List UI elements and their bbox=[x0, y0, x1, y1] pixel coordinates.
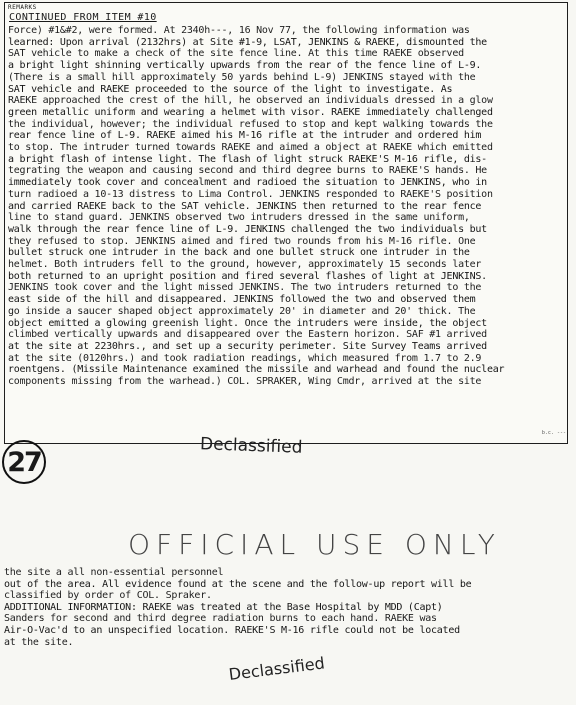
declassified-stamp-top: Declassified bbox=[199, 434, 303, 458]
text-line: learned: Upon arrival (2132hrs) at Site #1-9, LSAT, JENKINS & RAEKE, dismounted the bbox=[8, 36, 487, 48]
text-line: components missing from the warhead.) COL. SPRAKER, Wing Cmdr, arrived at the site bbox=[8, 376, 482, 388]
text-line: line to stand guard. JENKINS observed two intruders dressed in the same uniform, bbox=[8, 212, 470, 224]
text-line: classified by order of COL. Spraker. bbox=[4, 590, 212, 602]
text-line: SAT vehicle and RAEKE proceeded to the source of the light to investigate. As bbox=[8, 83, 453, 95]
report-body bbox=[8, 25, 565, 388]
text-line: out of the area. All evidence found at the scene and the follow-up report will be bbox=[4, 578, 472, 590]
text-line: green metallic uniform and wearing a helmet with visor. RAEKE immediately challenged bbox=[8, 106, 493, 118]
text-line: Sanders for second and third degree radiation burns to each hand. RAEKE was bbox=[4, 613, 437, 625]
text-line: east side of the hill and disappeared. JENKINS followed the two and observed them bbox=[8, 294, 476, 306]
declassified-stamp-bottom: Declassified bbox=[227, 653, 326, 684]
text-line: the individual, however; the individual refused to stop and kept walking towards the bbox=[8, 118, 493, 130]
page-number-circle: 27 bbox=[2, 440, 46, 484]
text-line: ADDITIONAL INFORMATION: RAEKE was treated at the Base Hospital by MDD (Capt) bbox=[4, 601, 443, 613]
text-line: at the site at 2230hrs., and set up a security perimeter. Site Survey Teams arrived bbox=[8, 340, 487, 352]
text-line: at the site (0120hrs.) and took radiation readings, which measured from 1.7 to 2.9 bbox=[8, 352, 482, 364]
text-line: go inside a saucer shaped object approximately 20' in diameter and 20' thick. The bbox=[8, 305, 476, 317]
text-line: both returned to an upright position and fired several flashes of light at JENKINS. bbox=[8, 270, 487, 282]
text-line: a bright light shinning vertically upwards from the rear of the fence line of L-9. bbox=[8, 60, 482, 72]
official-use-only-stamp: OFFICIAL USE ONLY bbox=[128, 528, 501, 561]
text-line: (There is a small hill approximately 50 yards behind L-9) JENKINS stayed with the bbox=[8, 71, 476, 83]
text-line: they refused to stop. JENKINS aimed and fired two rounds from his M-16 rifle. One bbox=[8, 235, 476, 247]
text-line: helmet. Both intruders fell to the ground, however, approximately 15 seconds later bbox=[8, 259, 482, 271]
text-line: walk through the rear fence line of L-9. JENKINS challenged the two individuals but bbox=[8, 223, 487, 235]
text-line: the site a all non-essential personnel bbox=[4, 567, 224, 578]
text-line: object emitted a glowing greenish light. Once the intruders were inside, the object bbox=[8, 317, 487, 329]
text-line: to stop. The intruder turned towards RAEKE and aimed a object at RAEKE which emitted bbox=[8, 142, 493, 154]
text-line: SAT vehicle to make a check of the site fence line. At this time RAEKE observed bbox=[8, 48, 464, 60]
text-line: and carried RAEKE back to the SAT vehicle. JENKINS then returned to the rear fence bbox=[8, 200, 482, 212]
text-line: Force) #1&#2, were formed. At 2340h---, 16 Nov 77, the following information was bbox=[8, 25, 470, 36]
text-line: JENKINS took cover and the light missed JENKINS. The two intruders returned to the bbox=[8, 282, 482, 294]
additional-information-text bbox=[4, 567, 572, 648]
text-line: immediately took cover and concealment and radioed the situation to JENKINS, who in bbox=[8, 177, 487, 189]
text-line: roentgens. (Missile Maintenance examined the missile and warhead and found the nuclear bbox=[8, 364, 505, 376]
text-line: Air-O-Vac'd to an unspecified location. RAEKE'S M-16 rifle could not be located bbox=[4, 624, 460, 636]
fax-mark: b.c. --- bbox=[541, 430, 566, 436]
text-line: bullet struck one intruder in the back and one bullet struck one intruder in the bbox=[8, 247, 470, 259]
text-line: turn radioed a 10-13 distress to Lima Control. JENKINS responded to RAEKE'S position bbox=[8, 188, 493, 200]
continued-title: CONTINUED FROM ITEM #10 bbox=[9, 12, 157, 23]
text-line: climbed vertically upwards and disappeared over the Eastern horizon. SAF #1 arrived bbox=[8, 329, 487, 341]
remarks-label: REMARKS bbox=[8, 4, 37, 11]
report-continuation-box bbox=[4, 2, 568, 444]
text-line: RAEKE approached the crest of the hill, he observed an individuals dressed in a glow bbox=[8, 95, 493, 107]
text-line: a bright flash of intense light. The flash of light struck RAEKE'S M-16 rifle, dis- bbox=[8, 153, 487, 165]
text-line: tegrating the weapon and causing second and third degree burns to RAEKE'S hands. He bbox=[8, 165, 487, 177]
text-line: rear fence line of L-9. RAEKE aimed his M-16 rifle at the intruder and ordered him bbox=[8, 130, 482, 142]
text-line: at the site. bbox=[4, 636, 74, 648]
